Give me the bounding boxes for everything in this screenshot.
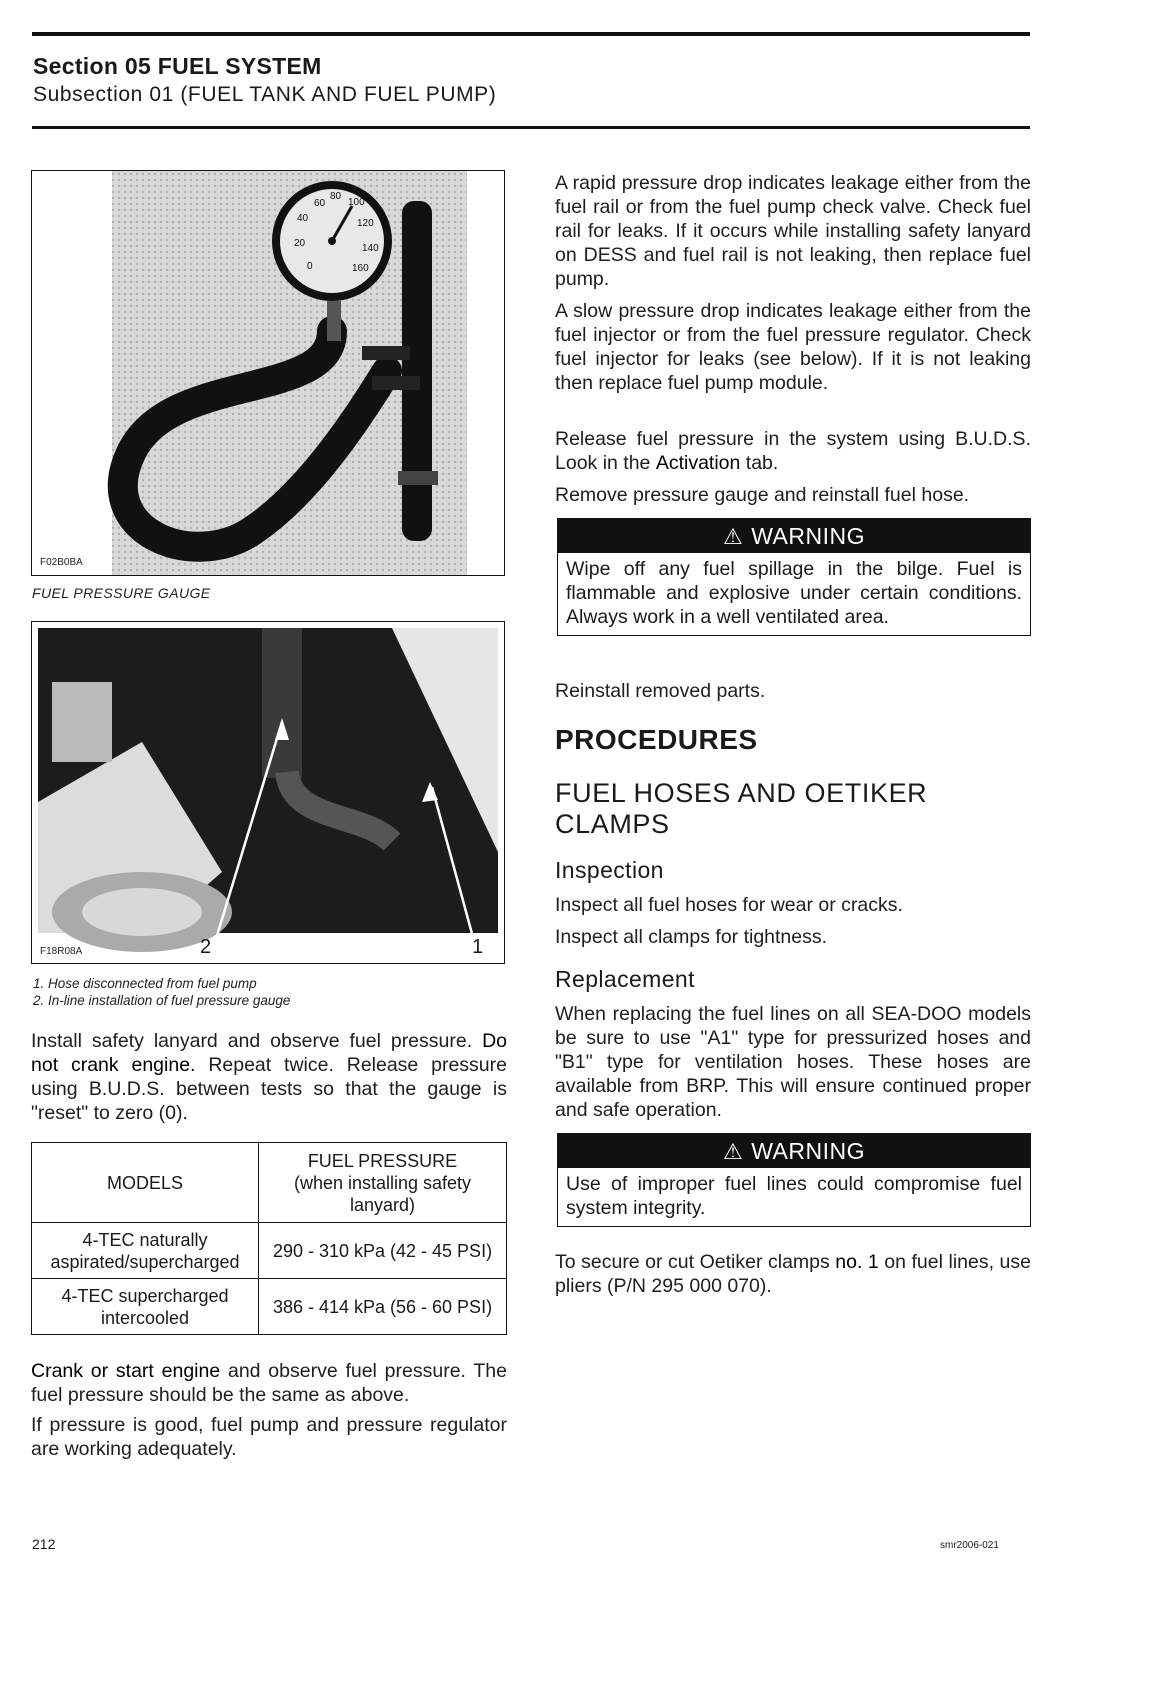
table-row [32, 1223, 507, 1279]
replacement-heading: Replacement [555, 966, 695, 992]
model-line-1: 4-TEC supercharged [61, 1285, 229, 1306]
section-title: Section 05 FUEL SYSTEM [33, 53, 322, 79]
table-cell-model [32, 1223, 259, 1279]
replacement-paragraph: When replacing the fuel lines on all SEA-DOO models be sure to use "A1" type for pressurized hoses and "B1" type for ventilation hoses. These hoses are available from BRP. This will ensure continued proper and safe operation. [555, 1003, 1031, 1121]
p1-text-c: Repeat twice. Release pressure using B.U.D.S. between tests so that the gauge is "reset" to zero (0). [31, 1054, 507, 1124]
callout-2: 2 [200, 936, 212, 958]
warning-text: Wipe off any fuel spillage in the bilge. Fuel is flammable and explosive under certain conditions. Always work in a well ventilated area. [566, 558, 1022, 628]
legend-item-1: 1. Hose disconnected from fuel pump [33, 976, 257, 991]
page-number: 212 [32, 1536, 56, 1552]
figure1-code: F02B0BA [40, 557, 83, 568]
oetiker-paragraph [555, 1250, 1031, 1298]
table-cell-pressure: 290 - 310 kPa (42 - 45 PSI) [259, 1223, 507, 1279]
gauge-label-120: 120 [357, 218, 374, 229]
last-text-a: To secure or cut Oetiker clamps [555, 1251, 836, 1273]
table-cell-pressure: 386 - 414 kPa (56 - 60 PSI) [259, 1279, 507, 1335]
legend-item-2: 2. In-line installation of fuel pressure gauge [33, 993, 291, 1008]
header-fp-line3: lanyard) [349, 1194, 416, 1215]
p3-text-a: Release fuel pressure in the system using B.U.D.S. Look in the [555, 428, 1031, 474]
callout-1: 1 [472, 936, 484, 958]
figure1-caption: FUEL PRESSURE GAUGE [32, 585, 211, 601]
p2-text: and observe fuel pressure. The fuel pressure should be the same as above. [31, 1360, 507, 1406]
right-paragraph-4: Remove pressure gauge and reinstall fuel hose. [555, 484, 970, 506]
gauge-label-140: 140 [362, 243, 379, 254]
header-fuel-pressure [259, 1143, 507, 1223]
gauge-label-40: 40 [297, 213, 309, 224]
table-cell-model [32, 1279, 259, 1335]
figure-fuel-pressure-gauge [31, 170, 505, 576]
header-fp-line2: (when installing safety [293, 1172, 472, 1193]
doc-code: smr2006-021 [940, 1540, 999, 1551]
warning-text: Use of improper fuel lines could compromise fuel system integrity. [566, 1173, 1022, 1219]
gauge-label-20: 20 [294, 238, 306, 249]
gauge-label-0: 0 [307, 261, 313, 272]
inspection-line-2: Inspect all clamps for tightness. [555, 926, 828, 948]
left-paragraph-2 [31, 1359, 507, 1407]
header-models: MODELS [32, 1143, 259, 1223]
p1-text-a: Install safety lanyard and observe fuel pressure. [31, 1030, 473, 1052]
inspection-heading: Inspection [555, 857, 664, 883]
subsection-title: Subsection 01 (FUEL TANK AND FUEL PUMP) [33, 83, 497, 106]
fuel-hoses-heading: FUEL HOSES AND OETIKER CLAMPS [555, 778, 928, 839]
gauge-photo [32, 171, 504, 575]
clamp-number-ref: no. 1 [835, 1251, 879, 1273]
left-paragraph-1 [31, 1029, 507, 1125]
inspection-line-1: Inspect all fuel hoses for wear or cracks. [555, 894, 903, 916]
header-top-rule [32, 32, 1030, 36]
figure2-legend [33, 975, 290, 1009]
gauge-label-80: 80 [330, 191, 342, 202]
last-text-c: on fuel lines, use pliers (P/N 295 000 070). [555, 1251, 1031, 1297]
inline-installation-photo [32, 622, 504, 963]
model-line-2: intercooled [100, 1307, 190, 1328]
procedures-heading: PROCEDURES [555, 724, 758, 755]
gauge-label-100: 100 [348, 197, 365, 208]
table-header-row [32, 1143, 507, 1223]
warning-label: WARNING [751, 1138, 866, 1164]
warning-label: WARNING [751, 523, 866, 549]
figure-inline-installation [31, 621, 505, 964]
header-bottom-rule [32, 126, 1030, 129]
table-row [32, 1279, 507, 1335]
right-paragraph-5: Reinstall removed parts. [555, 680, 766, 702]
p3-text-c: tab. [740, 452, 779, 474]
warning-box-2 [557, 1133, 1031, 1227]
right-paragraph-1: A rapid pressure drop indicates leakage either from the fuel rail or from the fuel pump check valve. Check fuel rail for leaks. If it occurs while installing safety lanyard on DESS and fuel rail is not leaking, then replace fuel pump. [555, 172, 1031, 290]
gauge-label-160: 160 [352, 263, 369, 274]
p2-emphasis: Crank or start engine [31, 1360, 221, 1382]
fuel-pressure-table [31, 1142, 507, 1335]
activation-tab-ref: Activation [655, 452, 741, 474]
warning-triangle-icon: ⚠ [722, 524, 744, 549]
left-paragraph-3: If pressure is good, fuel pump and pressure regulator are working adequately. [31, 1414, 507, 1460]
model-line-2: aspirated/supercharged [50, 1251, 240, 1272]
figure2-code: F18R08A [40, 946, 83, 957]
warning-header [558, 1134, 1030, 1168]
right-paragraph-2: A slow pressure drop indicates leakage either from the fuel injector or from the fuel pressure regulator. Check fuel injector for leaks (see below). If it is not leaking then replace fuel pump module. [555, 300, 1031, 394]
gauge-label-60: 60 [314, 198, 326, 209]
header-fp-line1: FUEL PRESSURE [307, 1150, 458, 1171]
p1-emphasis: Do not crank engine. [31, 1030, 508, 1076]
warning-triangle-icon: ⚠ [722, 1139, 744, 1164]
warning-header [558, 519, 1030, 553]
model-line-1: 4-TEC naturally [82, 1229, 208, 1250]
warning-box-1 [557, 518, 1031, 636]
right-paragraph-3 [555, 427, 1031, 475]
